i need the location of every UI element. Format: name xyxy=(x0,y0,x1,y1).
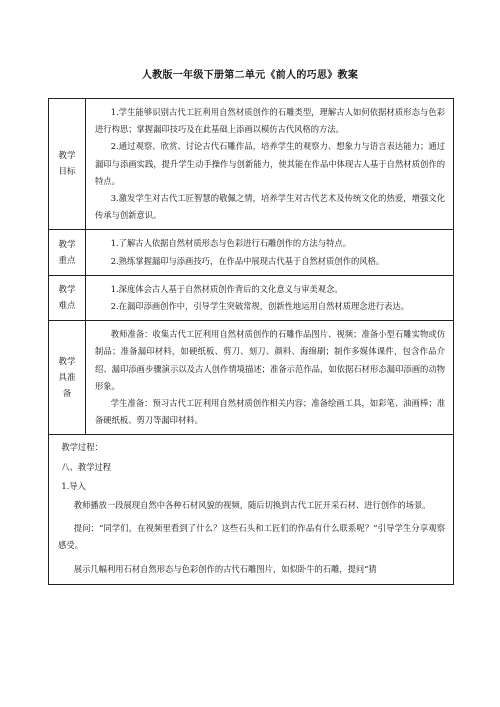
table-row-difficulties xyxy=(49,275,454,320)
paragraph: 教师准备：收集古代工匠利用自然材质创作的石雕作品图片、视频；准备小型石雕实物或仿制品；准备漏印材料，如硬纸板、剪刀、刻刀、颜料、海绵刷；制作多媒体课件，包含作品介绍、漏印添画步骤演示以及古人创作情境描述；准备示范作品，如依据石材形态漏印添画的动物形象。 xyxy=(95,329,445,391)
paragraph: 提问：“同学们，在视频里看到了什么？这些石头和工匠们的作品有什么联系呢？”引导学生分享观察感受。 xyxy=(58,523,445,551)
process-content xyxy=(49,435,454,584)
label-objectives xyxy=(49,99,86,230)
label-line: 教学 xyxy=(58,356,76,367)
paragraph: 教师播放一段展现自然中各种石材风貌的视频，随后切换到古代工匠开采石材、进行创作的场景。 xyxy=(73,500,431,511)
label-line: 具准 xyxy=(58,372,76,383)
label-line: 教学 xyxy=(58,151,76,162)
key-points-content xyxy=(86,230,454,275)
table-row-process xyxy=(49,435,454,584)
process-heading: 教学过程： xyxy=(61,442,103,453)
label-preparation xyxy=(49,321,86,435)
paragraph: 学生准备：预习古代工匠利用自然材质创作相关内容；准备绘画工具，如彩笔、油画棒；准备硬纸板、剪刀等漏印材料。 xyxy=(95,398,445,426)
paragraph: 2.通过观察、欣赏、讨论古代石雕作品，培养学生的观察力、想象力与语言表达能力；通过漏印与添画实践，提升学生动手操作与创新能力，使其能在作品中体现古人基于自然材质创作的特点。 xyxy=(95,141,445,186)
paragraph: 展示几幅利用石材自然形态与色彩创作的古代石雕图片，如似卧牛的石雕，提问“猜 xyxy=(73,563,377,574)
label-line: 重点 xyxy=(58,255,76,266)
label-line: 目标 xyxy=(58,167,76,178)
paragraph: 1.了解古人依据自然材质形态与色彩进行石雕创作的方法与特点。 xyxy=(110,238,351,249)
label-line: 备 xyxy=(62,388,72,399)
label-line: 难点 xyxy=(58,301,76,312)
table-row-key-points xyxy=(49,230,454,275)
table-row-objectives xyxy=(49,99,454,230)
label-line: 教学 xyxy=(58,285,76,296)
table-row-preparation xyxy=(49,321,454,435)
paragraph: 1.学生能够识别古代工匠利用自然材质创作的石雕类型，理解古人如何依据材质形态与色彩进行构思；掌握漏印技巧及在此基础上添画以模仿古代风格的方法。 xyxy=(95,107,445,135)
lesson-plan-table xyxy=(48,98,454,585)
paragraph: 2.在漏印添画创作中，引导学生突破常规，创新性地运用自然材质理念进行表达。 xyxy=(110,301,410,312)
document-title: 人教版一年级下册第二单元《前人的巧思》教案 xyxy=(141,70,359,81)
preparation-content xyxy=(86,321,454,435)
paragraph: 3.激发学生对古代工匠智慧的敬佩之情，培养学生对古代艺术及传统文化的热爱，增强文化传承与创新意识。 xyxy=(95,193,445,221)
difficulties-content xyxy=(86,275,454,320)
process-section-title: 八、教学过程 xyxy=(61,461,112,472)
objectives-content xyxy=(86,99,454,230)
paragraph: 2.熟练掌握漏印与添画技巧，在作品中展现古代基于自然材质创作的风格。 xyxy=(110,255,385,266)
label-difficulties xyxy=(49,275,86,320)
process-step-title: 1.导入 xyxy=(61,480,86,491)
paragraph: 1.深度体会古人基于自然材质创作背后的文化意义与审美观念。 xyxy=(110,283,343,294)
label-key-points xyxy=(49,230,86,275)
label-line: 教学 xyxy=(58,239,76,250)
